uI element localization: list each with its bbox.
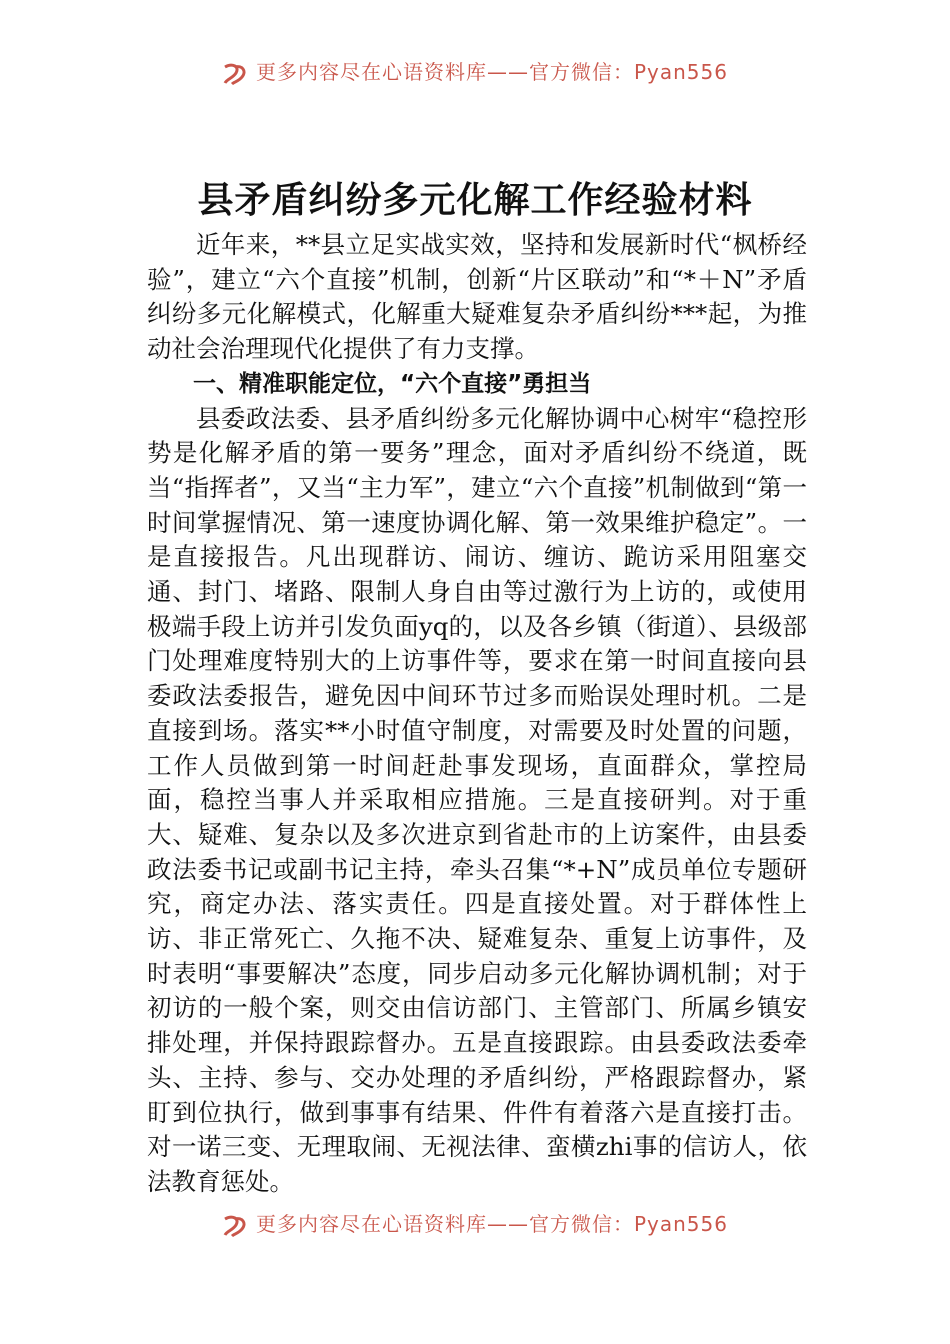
document-body: [147, 228, 807, 1200]
section-1-heading: 一、精准职能定位，“六个直接”勇担当: [193, 370, 592, 397]
watermark-logo-icon: [222, 1215, 248, 1237]
section-1-paragraph: 县委政法委、县矛盾纠纷多元化解协调中心树牢“稳控形势是化解矛盾的第一要务”理念，面对矛盾纠纷不绕道，既当“指挥者”，又当“主力军”，建立“六个直接”机制做到“第一时间掌握情况、第一速度协调化解、第一效果维护稳定”。一是直接报告。凡出现群访、闹访、缠访、跪访采用阻塞交通、封门、堵路、限制人身自由等过激行为上访的，或使用极端手段上访并引发负面yq的，以及各乡镇（街道）、县级部门处理难度特别大的上访事件等，要求在第一时间直接向县委政法委报告，避免因中间环节过多而贻误处理时机。二是直接到场。落实**小时值守制度，对需要及时处置的问题，工作人员做到第一时间赶赴事发现场，直面群众，掌控局面，稳控当事人并采取相应措施。三是直接研判。对于重大、疑难、复杂以及多次进京到省赴市的上访案件，由县委政法委书记或副书记主持，牵头召集“*+N”成员单位专题研究，商定办法、落实责任。四是直接处置。对于群体性上访、非正常死亡、久拖不决、疑难复杂、重复上访事件，及时表明“事要解决”态度，同步启动多元化解协调机制；对于初访的一般个案，则交由信访部门、主管部门、所属乡镇安排处理，并保持跟踪督办。五是直接跟踪。由县委政法委牵头、主持、参与、交办处理的矛盾纠纷，严格跟踪督办，紧盯到位执行，做到事事有结果、件件有着落六是直接打击。对一诺三变、无理取闹、无视法律、蛮横zhi事的信访人，依法教育惩处。: [147, 403, 807, 1196]
header-watermark-banner: [0, 52, 950, 88]
document-title: 县矛盾纠纷多元化解工作经验材料: [197, 179, 753, 221]
footer-watermark-banner: [0, 1204, 950, 1240]
watermark-logo-icon: [222, 63, 248, 85]
intro-paragraph: 近年来，**县立足实战实效，坚持和发展新时代“枫桥经验”，建立“六个直接”机制，创新“片区联动”和“*＋N”矛盾纠纷多元化解模式，化解重大疑难复杂矛盾纠纷***起，为推动社会治理现代化提供了有力支撑。: [147, 230, 807, 364]
footer-watermark-text: 更多内容尽在心语资料库——官方微信：Pyan556: [255, 1212, 728, 1236]
header-watermark-text: 更多内容尽在心语资料库——官方微信：Pyan556: [255, 60, 728, 84]
